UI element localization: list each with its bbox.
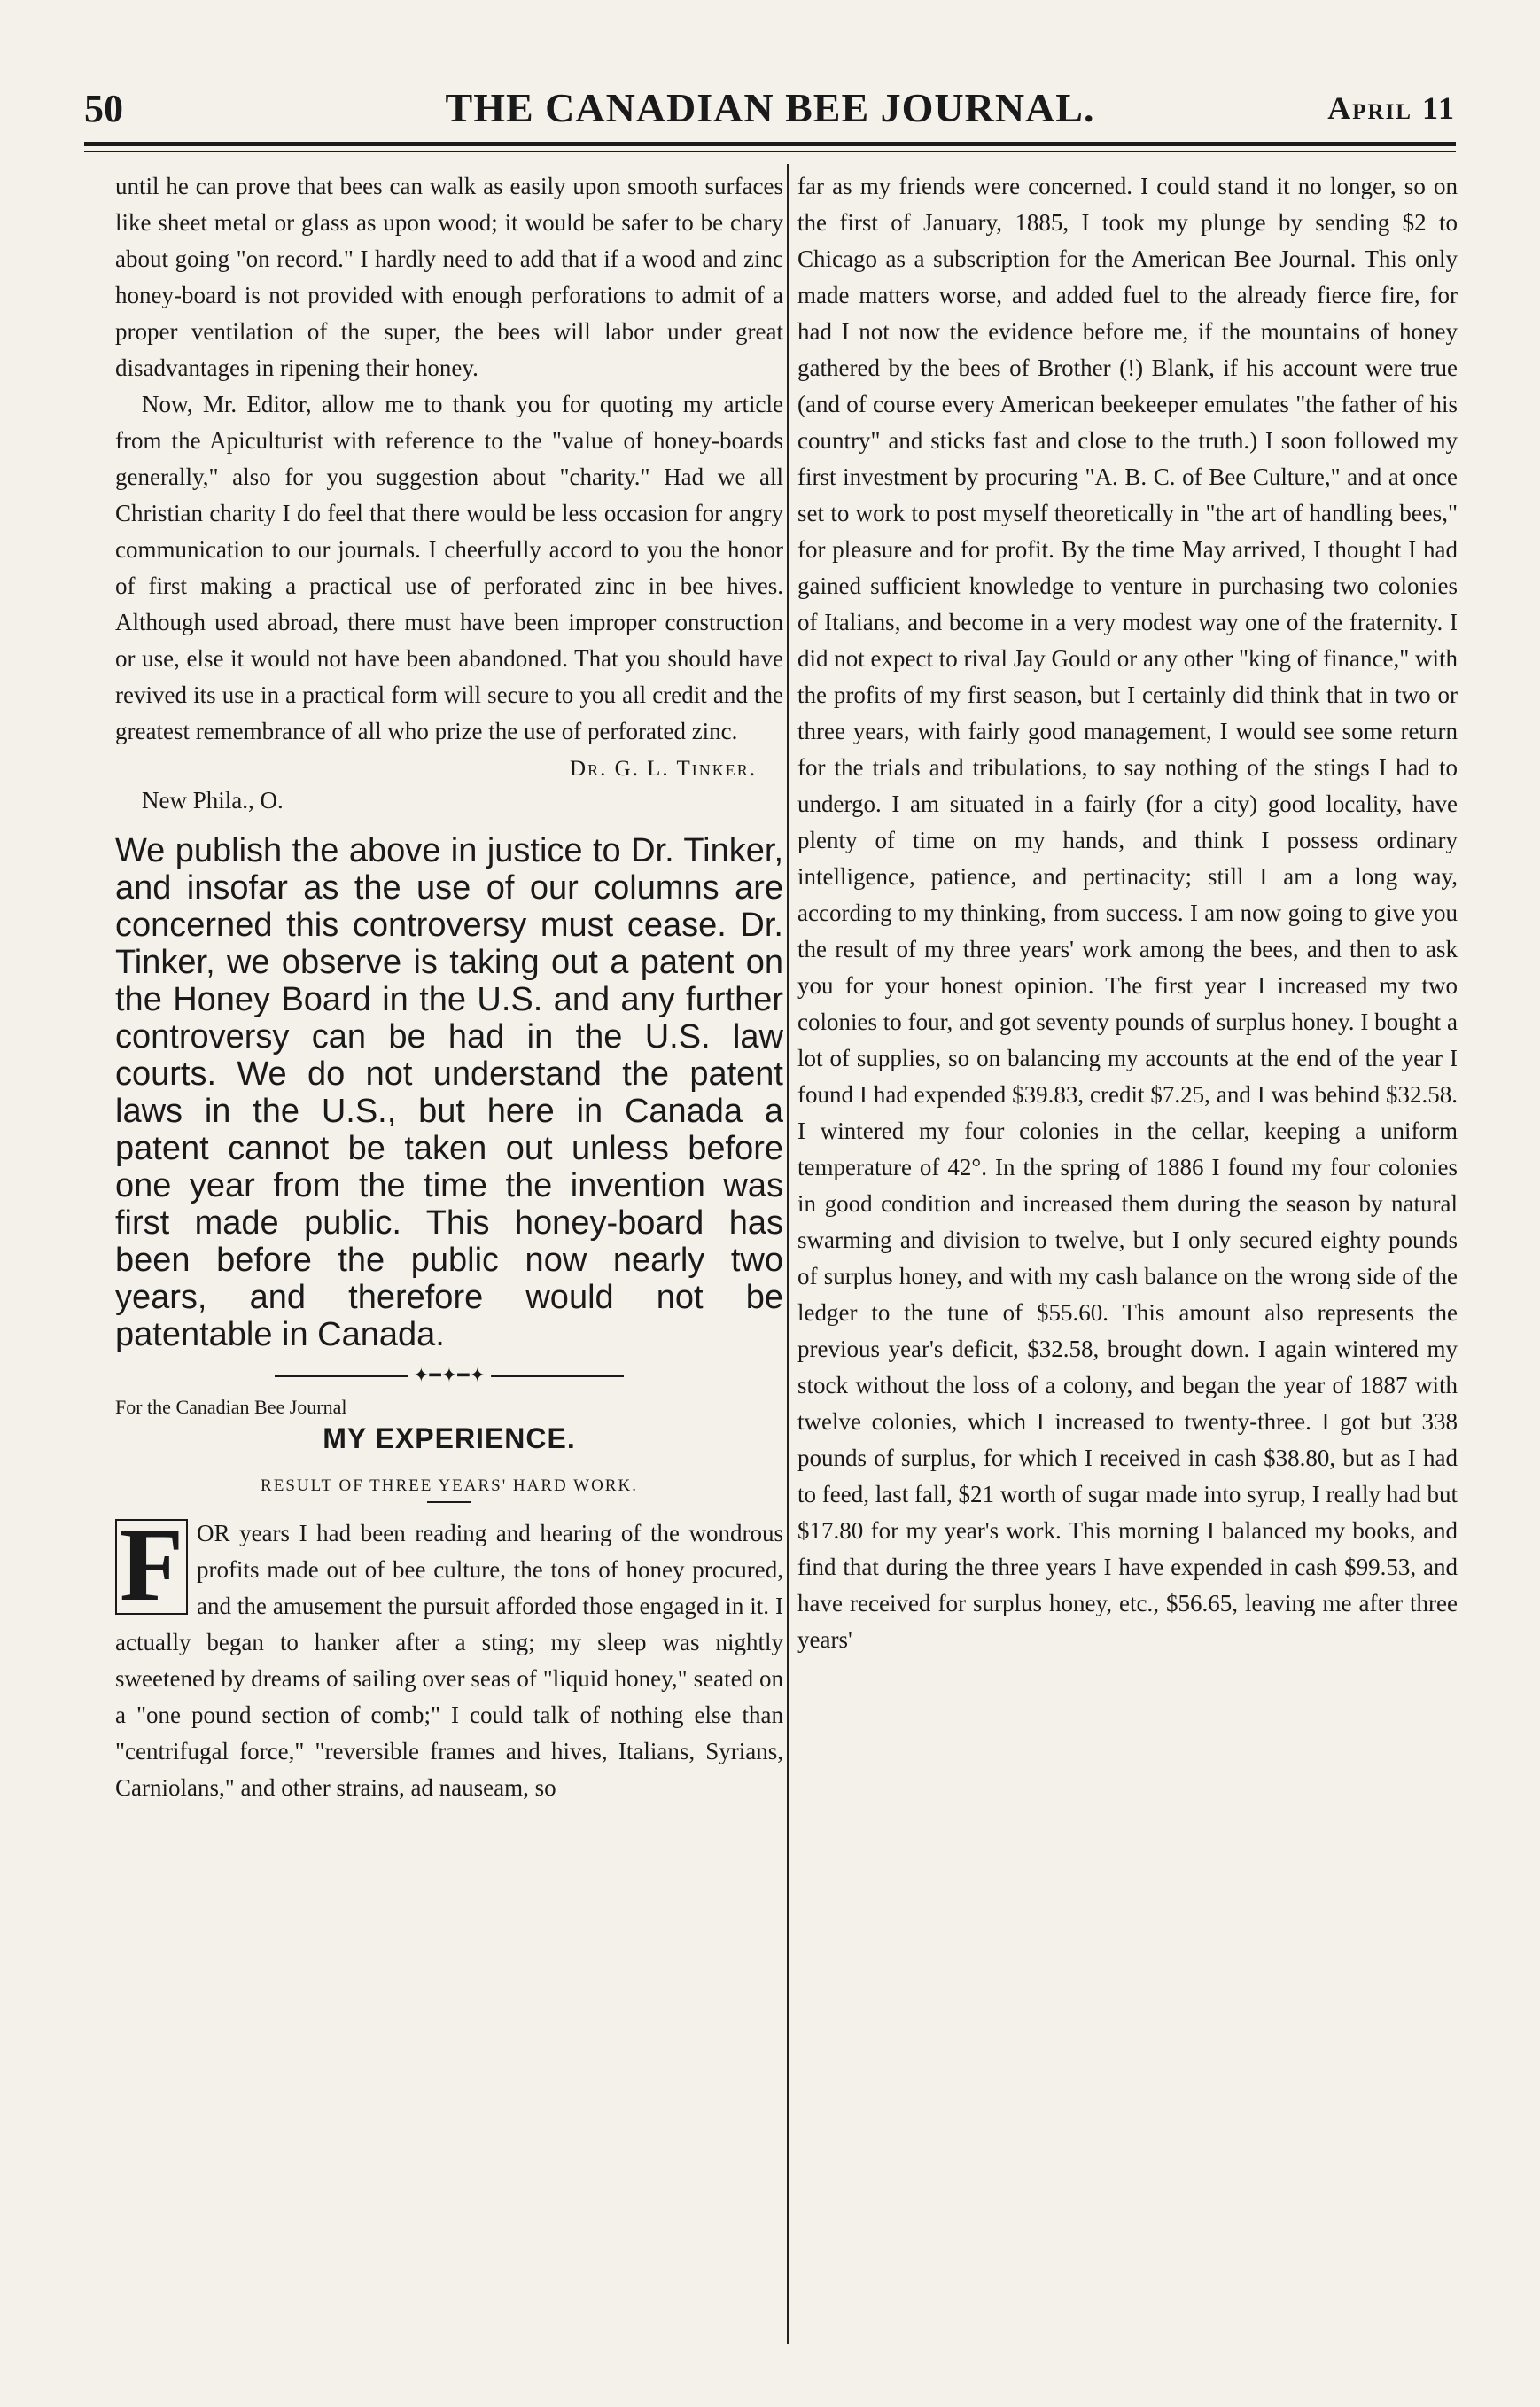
letter-signature: Dr. G. L. Tinker. — [570, 757, 757, 781]
for-line: For the Canadian Bee Journal — [115, 1396, 347, 1418]
journal-title: THE CANADIAN BEE JOURNAL. — [445, 85, 1095, 130]
page-header — [84, 84, 1456, 137]
ornament-glyph: ✦━✦━✦ — [408, 1366, 491, 1385]
header-rule-thin — [84, 151, 1456, 152]
section-ornament — [115, 1364, 783, 1386]
page-number: 50 — [84, 87, 123, 130]
header-rule-thick — [84, 142, 1456, 146]
right-column — [797, 168, 1458, 2354]
editor-note: We publish the above in justice to Dr. Tinker, and insofar as the use of our columns are concerned this controversy must cease. Dr. Tinker, we observe is taking out a patent on the Honey Board in the U.S. and any further controversy can be had in the U.S. law courts. We do not understand the patent laws in the U.S., but here in Canada a patent cannot be taken out unless before one year from the time the invention was first made public. This honey-board has been before the public now nearly two years, and therefore would not be patentable in Canada. — [115, 832, 783, 1353]
article-paragraph-continued: far as my friends were concerned. I could stand it no longer, so on the first of January, 1885, I took my plunge by sending $2 to Chicago as a subscription for the American Bee Journal. This only made matters worse, and added fuel to the already fierce fire, for had I not now the evidence before me, if the mountains of honey gathered by the bees of Brother (!) Blank, if his account were true (and of course every American beekeeper emulates "the father of his country" and sticks fast and close to the truth.) I soon followed my first investment by procuring "A. B. C. of Bee Culture," and at once set to work to post myself theoretically in "the art of handling bees," for pleasure and for profit. By the time May arrived, I thought I had gained sufficient knowledge to venture in purchasing two colonies of Italians, and become in a very modest way one of the fraternity. I did not expect to rival Jay Gould or any other "king of finance," with the profits of my first season, but I certainly did think that in two or three years, with fairly good management, I would see some return for the trials and tribulations, to say nothing of the stings I had to undergo. I am situated in a fairly (for a city) good locality, have plenty of time on my hands, and think I possess ordinary intelligence, patience, and pertinacity; still I am a long way, according to my thinking, from success. I am now going to give you the result of my three years' work among the bees, and then to ask you for your honest opinion. The first year I increased my two colonies to four, and got seventy pounds of surplus honey. I bought a lot of supplies, so on balancing my accounts at the end of the year I found I had expended $39.83, credit $7.25, and I was behind $32.58. I wintered my four colonies in the cellar, keeping a uniform temperature of 42°. In the spring of 1886 I found my four colonies in good condition and increased them during the season by natural swarming and division to twelve, but I only secured eighty pounds of surplus honey, and with my cash balance on the wrong side of the ledger to the tune of $55.60. This amount also represents the previous year's deficit, $32.58, brought down. I again wintered my stock without the loss of a colony, and began the year of 1887 with twelve colonies, which I increased to twenty-three. I got but 338 pounds of surplus, for which I received in cash $38.80, but as I had to feed, last fall, $21 worth of sugar made into syrup, I really had but $17.80 for my year's work. This morning I balanced my books, and find that during the three years I have expended in cash $99.53, and have received for surplus honey, etc., $56.65, leaving me after three years' — [797, 173, 1458, 1653]
article-subtitle: RESULT OF THREE YEARS' HARD WORK. — [261, 1476, 638, 1495]
article-title: MY EXPERIENCE. — [323, 1422, 576, 1454]
letter-paragraph: until he can prove that bees can walk as easily upon smooth surfaces like sheet metal or glass as upon wood; it would be safer to be chary about going "on record." I hardly need to add that if a wood and zinc honey-board is not provided with enough perforations to admit of a proper ventilation of the super, the bees will labor under great disadvantages in ripening their honey. — [115, 173, 783, 381]
article-paragraph: OR years I had been reading and hearing of the wondrous profits made out of bee culture, the tons of honey procured, and the amusement the pursuit afforded those engaged in it. I actually began to hanker after a sting; my sleep was nightly sweetened by dreams of sailing over seas of "liquid honey," seated on a "one pound section of comb;" I could talk of nothing else than "centrifugal force," "reversible frames and hives, Italians, Syrians, Carniolans," and other strains, ad nauseam, so — [115, 1520, 783, 1801]
left-column — [115, 168, 783, 2354]
letter-paragraph: Now, Mr. Editor, allow me to thank you for quoting my article from the Apiculturist with reference to the "value of honey-boards generally," also for you suggestion about "charity." Had we all Christian charity I do feel that there would be less occasion for angry communication to our journals. I cheerfully accord to you the honor of first making a practical use of perforated zinc in bee hives. Although used abroad, there must have been improper construction or use, else it would not have been abandoned. That you should have revived its use in a practical form will secure to you all credit and the greatest remembrance of all who prize the use of perforated zinc. — [115, 391, 783, 744]
article-opening — [115, 1507, 783, 1806]
subtitle-rule — [427, 1501, 471, 1503]
drop-cap: F — [115, 1519, 188, 1615]
letter-place: New Phila., O. — [142, 787, 284, 814]
issue-date: April 11 — [1327, 90, 1456, 126]
column-divider — [787, 164, 789, 2344]
